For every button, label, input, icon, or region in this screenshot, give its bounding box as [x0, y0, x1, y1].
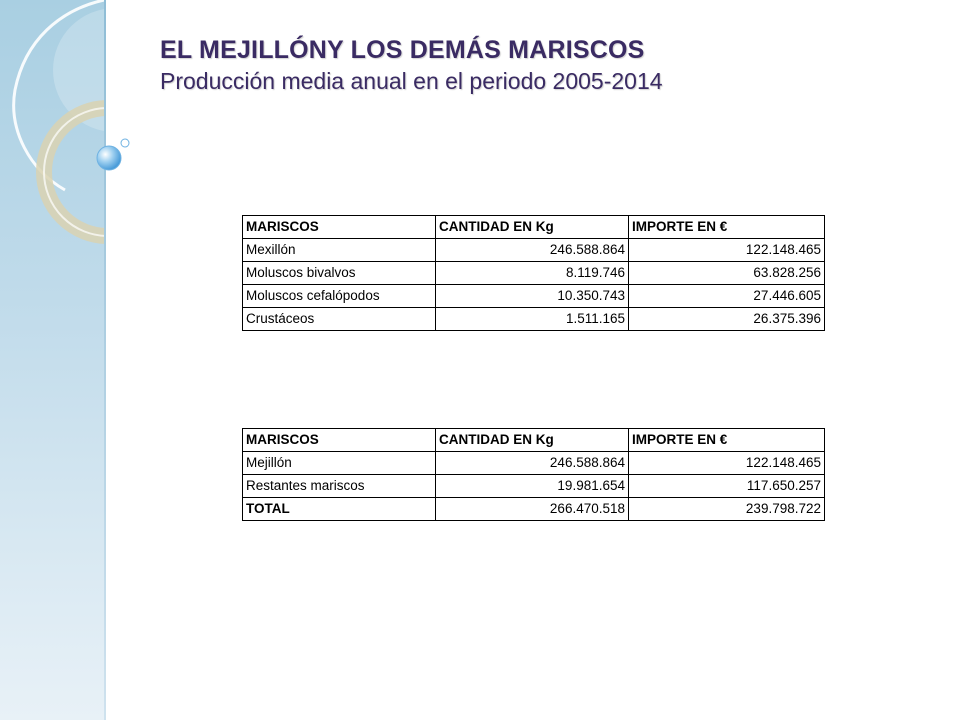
header-cantidad: CANTIDAD EN Kg [436, 216, 629, 239]
row-label: Crustáceos [243, 308, 436, 331]
table-row [243, 262, 825, 285]
row-label: Restantes mariscos [243, 475, 436, 498]
table-row [243, 452, 825, 475]
slide-subtitle: Producción media anual en el periodo 2005-2014 [160, 68, 663, 94]
slide-title: EL MEJILLÓNY LOS DEMÁS MARISCOS [160, 36, 645, 64]
row-importe: 26.375.396 [629, 308, 825, 331]
header-importe: IMPORTE EN € [629, 216, 825, 239]
row-cantidad: 246.588.864 [436, 452, 629, 475]
table-header-row [243, 429, 825, 452]
mejillon-summary-table [242, 428, 825, 521]
table-row [243, 308, 825, 331]
row-importe: 122.148.465 [629, 239, 825, 262]
row-importe: 122.148.465 [629, 452, 825, 475]
table-header-row [243, 216, 825, 239]
table-row [243, 285, 825, 308]
header-mariscos: MARISCOS [243, 216, 436, 239]
row-cantidad: 246.588.864 [436, 239, 629, 262]
total-label: TOTAL [243, 498, 436, 521]
header-cantidad: CANTIDAD EN Kg [436, 429, 629, 452]
total-cantidad: 266.470.518 [436, 498, 629, 521]
row-cantidad: 10.350.743 [436, 285, 629, 308]
row-importe: 117.650.257 [629, 475, 825, 498]
row-label: Mejillón [243, 452, 436, 475]
row-cantidad: 1.511.165 [436, 308, 629, 331]
row-label: Moluscos cefalópodos [243, 285, 436, 308]
row-cantidad: 8.119.746 [436, 262, 629, 285]
header-importe: IMPORTE EN € [629, 429, 825, 452]
total-importe: 239.798.722 [629, 498, 825, 521]
row-importe: 63.828.256 [629, 262, 825, 285]
mariscos-detail-table [242, 215, 825, 331]
row-cantidad: 19.981.654 [436, 475, 629, 498]
header-mariscos: MARISCOS [243, 429, 436, 452]
total-row [243, 498, 825, 521]
row-label: Mexillón [243, 239, 436, 262]
row-importe: 27.446.605 [629, 285, 825, 308]
bubble-decoration [0, 0, 140, 200]
table-row [243, 239, 825, 262]
row-label: Moluscos bivalvos [243, 262, 436, 285]
table-row [243, 475, 825, 498]
